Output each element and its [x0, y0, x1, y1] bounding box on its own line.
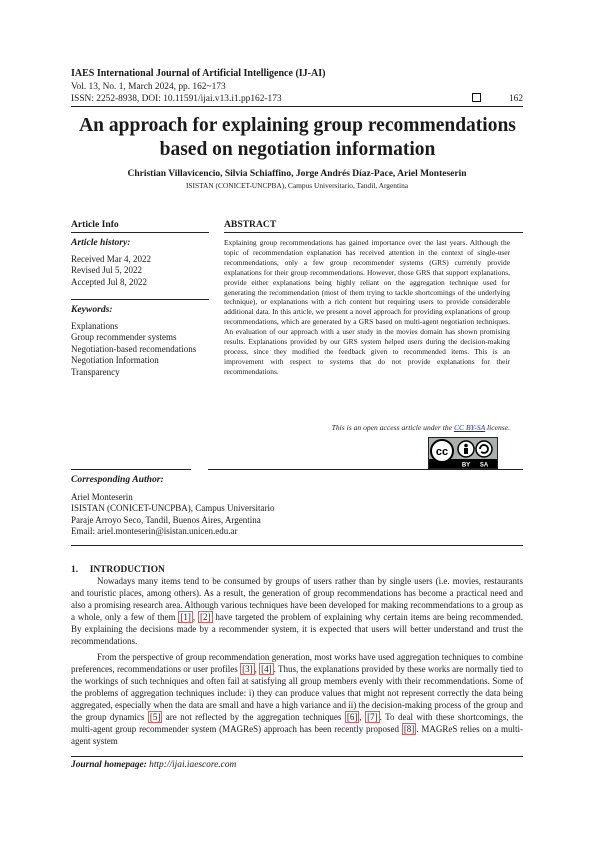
- page-number: 162: [508, 94, 523, 104]
- citation-link[interactable]: [2]: [200, 611, 211, 622]
- history-accepted: Accepted Jul 8, 2022: [71, 276, 147, 287]
- citation-link[interactable]: [8]: [403, 723, 415, 734]
- text-run: have targeted the problem of explaining why certain items are being recommended. By explaining the decisions made by a recommender system, it is expected that users will better understand and trust the recommendations.: [71, 611, 524, 646]
- text-run: . To deal with these shortcomings, the multi-agent group recommender system (MAGReS) approach has been recently proposed: [71, 711, 523, 734]
- corresponding-rule-right: [208, 469, 523, 470]
- keyword: Explanations: [71, 321, 118, 331]
- keywords-label: Keywords:: [71, 304, 113, 315]
- history-received: Received Mar 4, 2022: [71, 254, 151, 264]
- body-rule: [71, 545, 523, 546]
- corresponding-label: Corresponding Author:: [71, 474, 164, 485]
- page-number-wrap: [472, 93, 523, 105]
- abstract-text: Explaining group recommendations has gained importance over the last years. Although the topic of recommendation explanation has received attention in the context of single-user recommendations, only a few group recommender systems (GRS) currently provide explanations for their group recommendations. However, those GRS that support explanations, provide either explanations being highly reliant on the aggregation technique used for generating the recommendation (most of them trying to tackle shortcomings of the underlying technique), or explanations with a rich content but requiring users to provide considerable additional data. In this article, we present a novel approach for providing explanations of group recommendations, which are generated by a GRS based on multi-agent negotiation techniques. An evaluation of our approach with a user study in the movies domain has shown promising results. Explanations provided by our GRS system helped users during the decision-making process, since they modified the feedback given to recommended items. This is an improvement with respect to systems that do not provide explanations for their recommendations.: [224, 238, 510, 376]
- badge-by-label: BY: [461, 462, 471, 468]
- badge-sa-label: SA: [479, 462, 489, 468]
- by-person-body: [464, 448, 468, 454]
- paper-title: An approach for explaining group recommendations based on negotiation information: [79, 115, 516, 160]
- text-run: . MAGReS relies on a multi-agent system: [71, 723, 523, 746]
- license-prefix: This is an open access article under the: [331, 423, 454, 432]
- keyword: Negotiation-based recomendations: [71, 343, 197, 354]
- text-run: are not reflected by the aggregation techniques: [162, 711, 345, 722]
- cc-badge-graphic: [429, 438, 497, 468]
- history-list: [71, 254, 151, 288]
- citation-link[interactable]: [6]: [346, 711, 358, 722]
- text-run: From the perspective of group recommendation generation, most works have used aggregation techniques to combine preferences, recommendations or user profiles: [71, 652, 523, 675]
- corresponding-details: [71, 492, 274, 538]
- citation-link[interactable]: [3]: [242, 664, 253, 675]
- journal-issn-line: [71, 93, 523, 105]
- text-run: ,: [254, 664, 260, 675]
- homepage-url[interactable]: http://ijai.iaescore.com: [149, 760, 237, 770]
- introduction-body: [71, 576, 523, 748]
- issn-doi: ISSN: 2252-8938, DOI: 10.11591/ijai.v13.i1.pp162-173: [71, 94, 282, 104]
- journal-volume: Vol. 13, No. 1, March 2024, pp. 162~173: [71, 82, 226, 92]
- article-info-heading: Article Info: [71, 219, 119, 230]
- license-link[interactable]: CC BY-SA: [453, 423, 486, 432]
- article-info-rule: [71, 232, 209, 233]
- corresponding-institution: ISISTAN (CONICET-UNCPBA), Campus Universitario: [71, 503, 275, 514]
- license-suffix: license.: [485, 423, 510, 432]
- corresponding-rule-left: [71, 469, 191, 470]
- corresponding-address: Paraje Arroyo Seco, Tandil, Buenos Aires, Argentina: [71, 514, 261, 525]
- abstract-heading: ABSTRACT: [224, 219, 277, 230]
- corresponding-email: Email: ariel.monteserin@isistan.unicen.edu.ar: [71, 526, 238, 537]
- history-rule: [71, 299, 209, 300]
- paragraph: [71, 652, 523, 747]
- license-line: [224, 423, 510, 432]
- footer-rule: [71, 756, 523, 757]
- journal-homepage: [71, 760, 236, 770]
- keyword: Group recommender systems: [71, 332, 177, 343]
- text-run: ,: [359, 711, 366, 722]
- text-run: ,: [192, 611, 199, 622]
- paragraph: [71, 576, 523, 647]
- citation-link[interactable]: [7]: [367, 711, 378, 722]
- section-heading: [71, 565, 165, 575]
- keyword: Transparency: [71, 366, 120, 377]
- cc-license-badge[interactable]: [428, 437, 498, 469]
- section-number: 1.: [71, 565, 79, 575]
- history-label: Article history:: [71, 237, 131, 248]
- section-title: INTRODUCTION: [89, 565, 165, 575]
- header-rule: [71, 106, 523, 107]
- by-person-head: [464, 444, 468, 448]
- citation-link[interactable]: [1]: [180, 611, 191, 622]
- keyword: Negotiation Information: [71, 355, 159, 366]
- affiliation: ISISTAN (CONICET-UNCPBA), Campus Universitario, Tandil, Argentina: [185, 181, 409, 190]
- citation-link[interactable]: [5]: [149, 711, 161, 722]
- citation-link[interactable]: [4]: [261, 664, 272, 675]
- sa-share-icon: [476, 441, 492, 457]
- text-run: . Thus, the explanations provided by these works are normally tied to the workings of such techniques and often fail at satisfying all group members evenly with their recommendations. Some of the problems of aggregation techniques include: i) they can produce values that might not represent correctly the data being aggregated, especially when the data are small and have a high variance and ii) the decision-making process of the group and the group dynamics: [71, 664, 523, 722]
- square-icon: [472, 93, 481, 102]
- cc-logo-glyph: cc: [435, 446, 449, 458]
- history-revised: Revised Jul 5, 2022: [71, 265, 142, 276]
- journal-name: IAES International Journal of Artificial Intelligence (IJ-AI): [71, 68, 326, 79]
- homepage-label: Journal homepage:: [71, 760, 147, 770]
- abstract-rule: [224, 232, 523, 233]
- corresponding-name: Ariel Monteserin: [71, 492, 133, 502]
- author-list: Christian Villavicencio, Silvia Schiaffino, Jorge Andrés Díaz-Pace, Ariel Monteserin: [127, 169, 467, 179]
- text-run: Nowadays many items tend to be consumed by groups of users rather than by single users (i.e. movies, restaurants and touristic places, among others). As a result, the generation of group recommendations has become a practical need and also a promising research area. Although various techniques have been developed for making recommendations to a group as a whole, only a few of them: [71, 576, 523, 622]
- keywords-list: [71, 321, 196, 378]
